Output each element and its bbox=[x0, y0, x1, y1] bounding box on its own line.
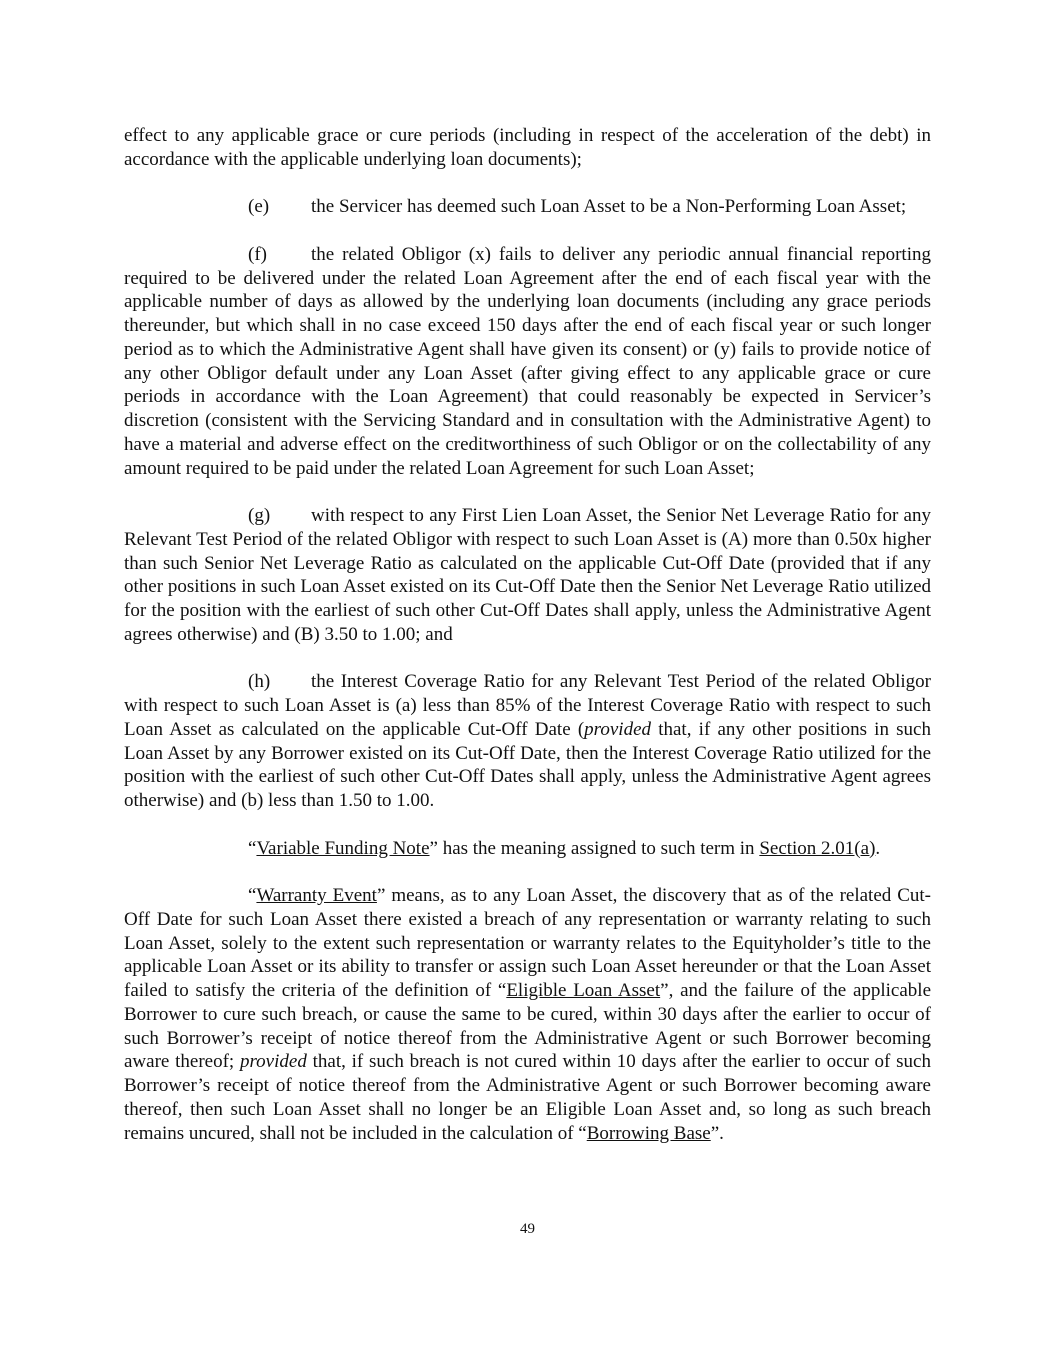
clause-f-label: (f) bbox=[248, 243, 267, 265]
clause-g-label: (g) bbox=[248, 505, 271, 526]
clause-h-provided: provided bbox=[584, 718, 652, 740]
clause-e-label: (e) bbox=[248, 196, 270, 218]
document-page bbox=[124, 124, 931, 1145]
page-number: 49 bbox=[520, 1221, 535, 1237]
section-reference: Section 2.01(a) bbox=[759, 837, 876, 859]
reference-borrowing-base: Borrowing Base bbox=[586, 1122, 711, 1144]
definition-warranty-event: “Warranty Event” means, as to any Loan Asset, the discovery that as of the related Cut-Off Date for such Loan Asset there existed a breach of any representation or warranty relating to such Loan Asset, solely to the extent such representation or warranty relates to the Equityholder’s title to the applicable Loan Asset or its ability to transfer or assign such Loan Asset hereunder or that the Loan Asset failed to satisfy the criteria of the definition of “Eligible Loan Asset”, and the failure of the applicable Borrower to cure such breach, or cause the same to be cured, within 30 days after the earlier to occur of such Borrower’s receipt of notice thereof from the Administrative Agent or such Borrower becoming aware thereof; provided that, if such breach is not cured within 10 days after the earlier to occur of such Borrower’s receipt of notice thereof from the Administrative Agent or such Borrower becoming aware thereof, then such Loan Asset shall no longer be an Eligible Loan Asset and, so long as such breach remains uncured, shall not be included in the calculation of “Borrowing Base”. bbox=[124, 885, 932, 1144]
warranty-provided: provided bbox=[239, 1051, 307, 1073]
clause-f bbox=[124, 243, 931, 481]
clause-e bbox=[124, 195, 931, 219]
definition-variable-funding-note: “Variable Funding Note” has the meaning assigned to such term in Section 2.01(a). bbox=[248, 837, 881, 859]
clause-f-text: the related Obligor (x) fails to deliver any periodic annual financial reporting required to be delivered under the related Loan Agreement after the end of each fiscal year with the applicable number of days as allowed by the underlying loan documents (including any grace periods thereunder, but which shall in no case exceed 150 days after the end of each fiscal year or such longer period as to which the Administrative Agent shall have given its consent) or (y) fails to provide notice of any other Obligor default under any Loan Asset (after giving effect to any applicable grace or cure periods in accordance with the Loan Agreement) that could reasonably be expected in Servicer’s discretion (consistent with the Servicing Standard and in consultation with the Administrative Agent) to have a material and adverse effect on the creditworthiness of such Obligor or on the collectability of any amount required to be paid under the related Loan Agreement for such Loan Asset; bbox=[124, 243, 931, 479]
defined-term-warranty-event: Warranty Event bbox=[256, 885, 377, 906]
clause-h-label: (h) bbox=[248, 671, 271, 693]
clause-h-text-1: the Interest Coverage Ratio for any Relevant Test Period of the related Obligor with respect to such Loan Asset is (a) less than 85% of the Interest Coverage Ratio with respect to such Loan Asset as calculated on the applicable Cut-Off Date ( bbox=[124, 671, 931, 740]
clause-e-text: the Servicer has deemed such Loan Asset to be a Non-Performing Loan Asset; bbox=[311, 196, 907, 218]
clause-g-text: with respect to any First Lien Loan Asset, the Senior Net Leverage Ratio for any Relevant Test Period of the related Obligor with respect to such Loan Asset is (A) more than 0.50x higher than such Senior Net Leverage Ratio as calculated on the applicable Cut-Off Date (provided that if any other positions in such Loan Asset existed on its Cut-Off Date then the Senior Net Leverage Ratio utilized for the position with the earliest of such other Cut-Off Dates shall apply, unless the Administrative Agent agrees otherwise) and (B) 3.50 to 1.00; and bbox=[124, 505, 931, 645]
reference-eligible-loan-asset: Eligible Loan Asset bbox=[506, 980, 661, 1001]
clause-g bbox=[124, 504, 931, 647]
clause-h-text-2: that, if any other positions in such Loan Asset by any Borrower existed on its Cut-Off Date, then the Interest Coverage Ratio utilized for the position with the earliest of such other Cut-Off Dates shall apply, unless the Administrative Agent agrees otherwise) and (b) less than 1.50 to 1.00. bbox=[124, 718, 931, 811]
continuation-paragraph bbox=[124, 124, 931, 172]
clause-h bbox=[124, 670, 931, 813]
defined-term-variable-funding-note: Variable Funding Note bbox=[256, 837, 430, 859]
continuation-text: effect to any applicable grace or cure periods (including in respect of the acceleration of the debt) in accordance with the applicable underlying loan documents); bbox=[124, 125, 931, 170]
